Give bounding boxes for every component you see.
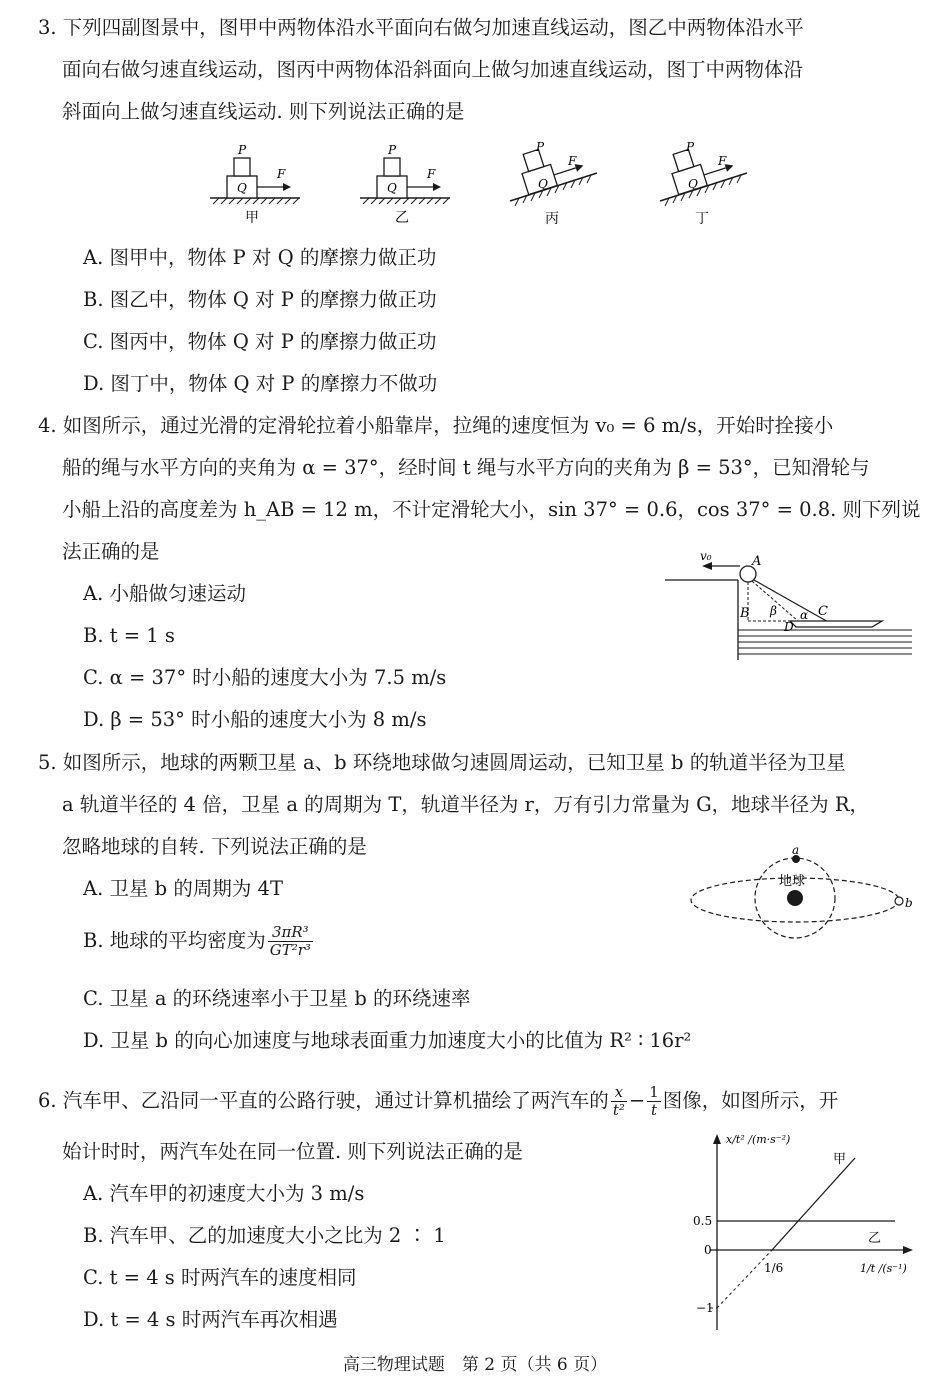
q3-figure-jia [205, 140, 305, 230]
q3-option-a: A. 图甲中，物体 P 对 Q 的摩擦力做正功 [83, 246, 437, 269]
label-d: D [784, 620, 794, 634]
q5-density-fraction [268, 924, 313, 959]
label-q: Q [688, 177, 698, 191]
y-axis-label: x/t² /(m·s⁻²) [726, 1133, 791, 1146]
q5-option-b-text: B. 地球的平均密度为 [83, 929, 266, 952]
label-b: B [740, 606, 750, 621]
label-v0: v₀ [700, 549, 712, 563]
label-f: F [277, 167, 286, 181]
q6-graph [690, 1130, 920, 1335]
q6-option-d: D. t = 4 s 时两汽车再次相遇 [83, 1308, 338, 1331]
tick-0-5: 0.5 [693, 1214, 713, 1228]
tick-x-one-sixth: 1/6 [764, 1261, 784, 1275]
block-p [234, 158, 250, 176]
q4-option-c: C. α = 37° 时小船的速度大小为 7.5 m/s [83, 666, 447, 689]
q6-frac-1-t [647, 1084, 661, 1119]
q6-option-c: C. t = 4 s 时两汽车的速度相同 [83, 1266, 357, 1289]
q5-orbit-figure [685, 845, 925, 955]
q4-stem-line-1: 4. 如图所示，通过光滑的定滑轮拉着小船靠岸，拉绳的速度恒为 v₀ = 6 m/s，开始时拴接小 [38, 414, 834, 437]
q3-option-b: B. 图乙中，物体 Q 对 P 的摩擦力做正功 [83, 288, 437, 311]
label-q: Q [237, 181, 247, 195]
q3-option-c: C. 图丙中，物体 Q 对 P 的摩擦力做正功 [83, 330, 437, 353]
x-axis-label: 1/t /(s⁻¹) [860, 1262, 907, 1275]
q4-stem-line-2: 船的绳与水平方向的夹角为 α = 37°，经时间 t 绳与水平方向的夹角为 β = 53°，已知滑轮与 [62, 456, 870, 479]
q5-option-d: D. 卫星 b 的向心加速度与地球表面重力加速度大小的比值为 R² ∶ 16r² [83, 1029, 692, 1052]
q3-stem-line-3: 斜面向上做匀速直线运动. 则下列说法正确的是 [62, 100, 465, 123]
label-f: F [568, 154, 577, 168]
frac-denominator: t [650, 1101, 657, 1119]
label-f: F [427, 167, 436, 181]
q5-stem-line-2: a 轨道半径的 4 倍，卫星 a 的周期为 T，轨道半径为 r，万有引力常量为 G，地球半径为 R， [62, 793, 870, 816]
label-p: P [686, 140, 695, 154]
caption-ding: 丁 [695, 211, 709, 227]
label-a: a [792, 845, 800, 857]
q5-option-c: C. 卫星 a 的环绕速率小于卫星 b 的环绕速率 [83, 987, 471, 1010]
q4-option-d: D. β = 53° 时小船的速度大小为 8 m/s [83, 708, 427, 731]
q5-stem-line-3: 忽略地球的自转. 下列说法正确的是 [62, 835, 367, 858]
q3-option-d: D. 图丁中，物体 Q 对 P 的摩擦力不做功 [83, 372, 438, 395]
label-beta: β [770, 604, 777, 618]
q4-option-a: A. 小船做匀速运动 [83, 582, 246, 605]
q5-stem-line-1: 5. 如图所示，地球的两颗卫星 a、b 环绕地球做匀速圆周运动，已知卫星 b 的轨道半径为卫星 [38, 751, 846, 774]
label-a: A [752, 554, 762, 569]
q3-figure-bing [505, 135, 605, 230]
label-q: Q [538, 177, 548, 191]
q6-frac-x-t2 [611, 1084, 627, 1119]
earth [787, 890, 803, 906]
tick-neg1: −1 [696, 1301, 714, 1315]
series-jia-label: 甲 [833, 1152, 847, 1167]
q3-figure-yi [355, 140, 455, 230]
q3-stem-line-1: 3. 下列四副图景中，图甲中两物体沿水平面向右做匀加速直线运动，图乙中两物体沿水平 [38, 16, 804, 39]
q4-stem-line-3: 小船上沿的高度差为 h_AB = 12 m，不计定滑轮大小，sin 37° = 0.6，cos 37° = 0.8. 则下列说 [62, 498, 921, 521]
label-c: C [818, 604, 828, 619]
q6-option-a: A. 汽车甲的初速度大小为 3 m/s [83, 1182, 365, 1205]
satellite-b [895, 897, 903, 905]
q4-option-b: B. t = 1 s [83, 624, 175, 647]
q6-stem-part-1: 6. 汽车甲、乙沿同一平直的公路行驶，通过计算机描绘了两汽车的 [38, 1089, 609, 1112]
label-b: b [905, 896, 913, 910]
frac-denominator: GT²r³ [269, 941, 311, 959]
tick-0: 0 [704, 1243, 712, 1257]
caption-jia: 甲 [245, 210, 259, 226]
q6-minus: − [628, 1089, 646, 1112]
frac-numerator: x [611, 1084, 627, 1102]
series-jia-line [772, 1158, 855, 1250]
label-earth: 地球 [779, 874, 806, 889]
frac-numerator: 3πR³ [268, 924, 313, 942]
q6-option-b: B. 汽车甲、乙的加速度大小之比为 2 ∶ 1 [83, 1224, 446, 1247]
block-p [384, 158, 400, 176]
q6-stem-part-2: 图像，如图所示，开 [662, 1089, 839, 1112]
caption-yi: 乙 [395, 210, 409, 226]
label-p: P [388, 143, 397, 157]
series-yi-label: 乙 [868, 1231, 882, 1246]
q3-stem-line-2: 面向右做匀速直线运动，图丙中两物体沿斜面向上做匀加速直线运动，图丁中两物体沿 [62, 58, 804, 81]
q6-stem-line-1 [38, 1084, 838, 1119]
label-p: P [536, 140, 545, 154]
label-f: F [718, 154, 727, 168]
q4-pulley-figure [660, 545, 920, 665]
q3-figure-ding [655, 135, 755, 230]
frac-numerator: 1 [649, 1083, 659, 1101]
q5-option-a: A. 卫星 b 的周期为 4T [83, 877, 283, 900]
caption-bing: 丙 [545, 211, 559, 227]
q5-option-b [83, 924, 315, 959]
label-p: P [238, 143, 247, 157]
label-alpha: α [800, 608, 809, 622]
q6-stem-line-2: 始计时时，两汽车处在同一位置. 则下列说法正确的是 [62, 1140, 523, 1163]
frac-denominator: t² [612, 1101, 625, 1119]
q4-stem-line-4: 法正确的是 [62, 540, 160, 563]
page-footer: 高三物理试题 第 2 页（共 6 页） [342, 1355, 608, 1375]
label-q: Q [387, 181, 397, 195]
